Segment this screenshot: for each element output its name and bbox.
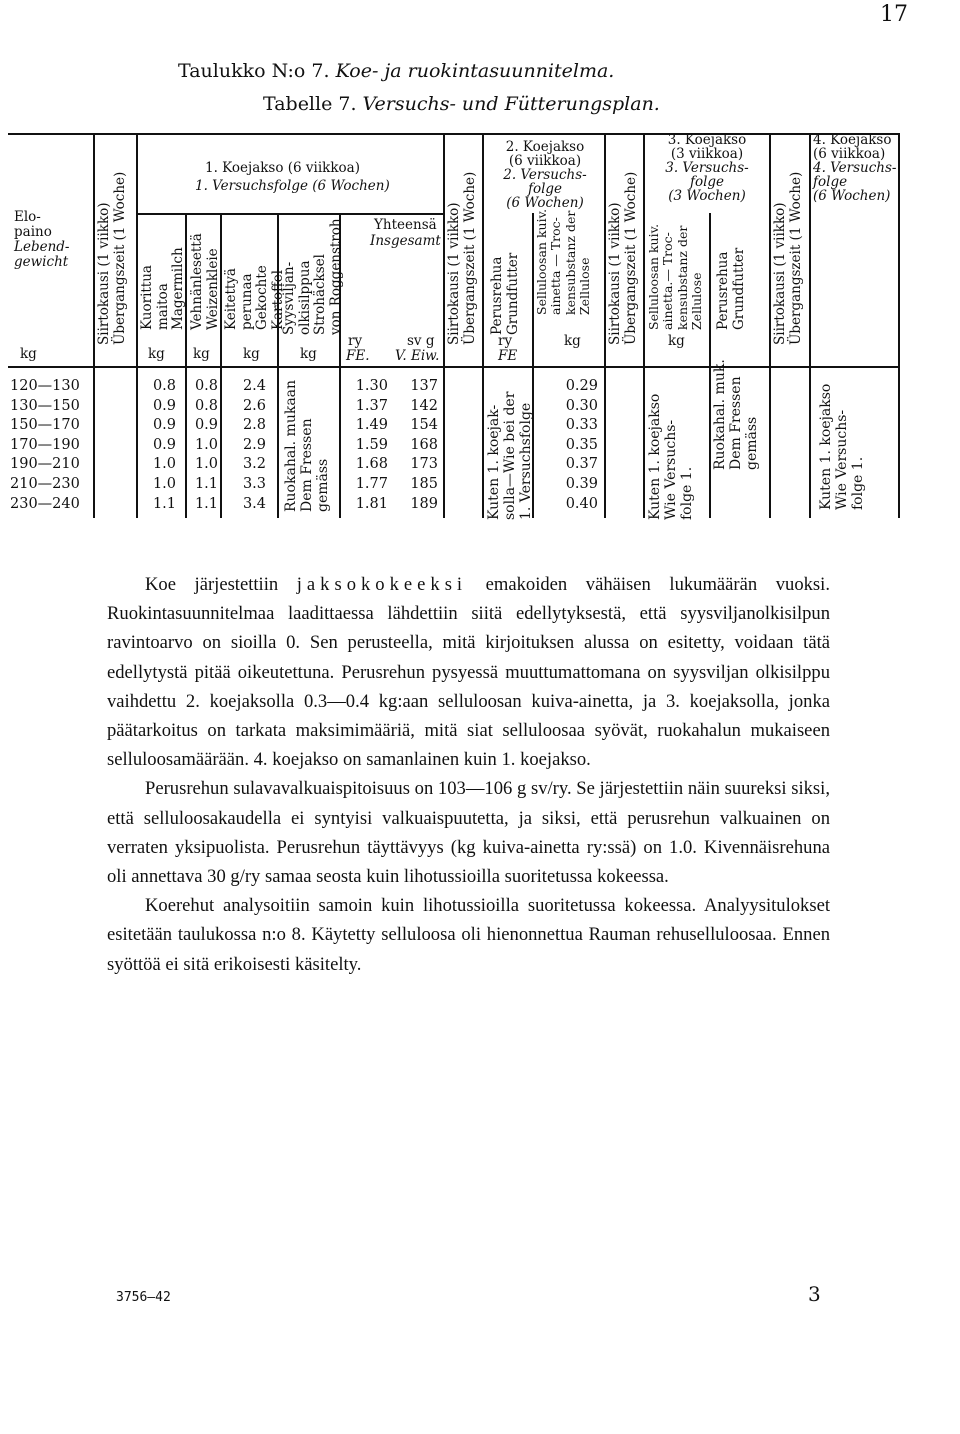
unit-straw: kg bbox=[300, 346, 317, 362]
total-fi: Yhteensä bbox=[374, 217, 437, 233]
unit-potato: kg bbox=[243, 346, 260, 362]
caption-de-prefix: Tabelle 7. bbox=[263, 93, 357, 115]
unit-bran: kg bbox=[193, 346, 210, 362]
unit-kg-p2: kg bbox=[564, 333, 581, 349]
weight-header-de: Lebend- gewicht bbox=[14, 239, 70, 270]
cell-veiw: 168 bbox=[410, 436, 438, 453]
period3-de: 3. Versuchs- folge (3 Wochen) bbox=[665, 160, 749, 204]
cell-veiw: 189 bbox=[410, 495, 438, 512]
sheet-number: 3 bbox=[808, 1282, 821, 1306]
period1-fi: 1. Koejakso (6 viikkoa) bbox=[205, 160, 360, 176]
paragraph-3: Koerehut analysoitiin samoin kuin lihotussioilla suoritetussa kokeessa. Analyysitulokset esitetään taulukossa n:o 8. Käytetty selluloosa oli hienonnettua Rauman rehuselluloosaa. Ennen syöttöä ei sitä erikoisesti käsitelty. bbox=[107, 895, 830, 975]
cell-potato: 2.6 bbox=[242, 397, 266, 414]
p1-rest: emakoiden vähäisen lukumäärän vuoksi. Ruokintasuunnitelmaa laadittaessa lähdettiin siitä edellytyksestä, että syysviljanolkisilpun ravintoarvo on sioilla 0. Sen perusteella, mitä kirjoituksen alussa on esitetty, voidaan tätä edellytystä pitää oikeutettuna. Perusrehun pysyessä muuttumattomana on syysviljan olkisilppu vaihdettu 2. koejaksolla 0.3—0.4 kg:aan selluloosan kuiva-ainetta, ja 3. koejaksolla, jonka päätarkoitus on tarkata maksimimääriä, mitä siat selluloosaa syövät, ruokahalun mukaiseen selluloosamäärään. 4. koejakso on samanlainen kuin 1. koejakso. bbox=[107, 574, 830, 771]
cell-fe: 1.49 bbox=[355, 417, 388, 434]
weight-header-fi: Elo- paino bbox=[14, 209, 52, 240]
period3-fi: 3. Koejakso (3 viikkoa) bbox=[667, 132, 747, 162]
weight-unit: kg bbox=[20, 346, 37, 362]
period1-de: 1. Versuchsfolge (6 Wochen) bbox=[195, 178, 390, 194]
cell-bran: 0.9 bbox=[194, 417, 218, 434]
unit-milk: kg bbox=[148, 346, 165, 362]
cell-cellulose: 0.33 bbox=[565, 417, 598, 434]
cell-fe: 1.30 bbox=[355, 378, 388, 394]
cell-bran: 1.0 bbox=[194, 456, 218, 473]
caption-de-title: Versuchs- und Fütterungsplan. bbox=[362, 93, 660, 115]
unit-fe: FE. bbox=[346, 348, 370, 364]
transition-label-3: Siirtokausi (1 viikko) Übergangszeit (1 Woche) bbox=[607, 171, 639, 345]
transition-label-4: Siirtokausi (1 viikko) Übergangszeit (1 Woche) bbox=[772, 171, 804, 345]
cell-fe: 1.68 bbox=[355, 456, 388, 473]
cell-milk: 1.1 bbox=[152, 495, 176, 512]
cell-cellulose: 0.35 bbox=[565, 436, 598, 453]
cell-milk: 0.9 bbox=[152, 417, 176, 434]
cell-veiw: 137 bbox=[410, 378, 438, 394]
cell-milk: 0.9 bbox=[152, 436, 176, 453]
col-straw: Syysviljan- olkisilppua Strohäcksel von Roggenstroh bbox=[281, 218, 344, 335]
cell-veiw: 154 bbox=[410, 417, 438, 434]
basal-feed-p2: Perusrehua Grundfutter bbox=[489, 252, 521, 335]
table-caption-fi bbox=[178, 60, 614, 82]
as-period1-p2: Kuten 1. koejak- solla—Wie bei der 1. Versuchsfolge bbox=[486, 391, 535, 520]
cell-milk: 0.9 bbox=[152, 397, 176, 414]
cell-potato: 2.8 bbox=[242, 417, 266, 434]
unit-fe-p2: FE bbox=[498, 348, 518, 364]
cell-range: 120—130 bbox=[10, 378, 80, 394]
as-period1-p3: Kuten 1. koejakso Wie Versuchs- folge 1. bbox=[647, 393, 696, 520]
transition-label-1: Siirtokausi (1 viikko) Übergangszeit (1 Woche) bbox=[96, 171, 128, 345]
cell-range: 230—240 bbox=[10, 495, 80, 512]
cell-potato: 3.4 bbox=[242, 495, 266, 512]
cell-milk: 1.0 bbox=[152, 476, 176, 492]
unit-kg-p3: kg bbox=[668, 333, 685, 349]
unit-veiw: V. Eiw. bbox=[395, 348, 440, 364]
straw-note-p3: Ruokahal. muk. Dem Fressen gemäss bbox=[712, 359, 761, 470]
straw-note-p1: Ruokahal. mukaan Dem Fressen gemäss bbox=[283, 379, 332, 512]
unit-ry-p2: ry bbox=[498, 333, 513, 349]
cell-cellulose: 0.37 bbox=[565, 456, 598, 473]
cell-milk: 1.0 bbox=[152, 456, 176, 473]
total-de: Insgesamt bbox=[370, 233, 441, 249]
col-skim-milk: Kuorittua maitoa Magermilch bbox=[139, 247, 187, 330]
paragraph-2: Perusrehun sulavavalkuaispitoisuus on 103—106 g sv/ry. Se järjestettiin näin suureksi siksi, että selluloosakaudella ei syntyisi valkuaispuutetta, ja siksi, että perusrehun valkuainen on verraten yksipuolista. Perusrehun täyttävyys (kg kuiva-ainetta ry:ssä) on 1.0. Kivennäisrehuna oli annettava 30 g/ry samaa seosta kuin lihotussioilla suoritetussa kokeessa. bbox=[107, 778, 830, 888]
cell-bran: 0.8 bbox=[194, 378, 218, 394]
p1-start: Koe järjestettiin bbox=[145, 574, 279, 595]
cell-potato: 3.2 bbox=[242, 456, 266, 473]
cell-range: 170—190 bbox=[10, 436, 80, 453]
unit-svg: sv g bbox=[407, 333, 435, 349]
cell-veiw: 142 bbox=[410, 397, 438, 414]
cell-veiw: 185 bbox=[410, 476, 438, 492]
unit-ry: ry bbox=[348, 333, 363, 349]
period4-fi: 4. Koejakso (6 viikkoa) bbox=[813, 132, 892, 162]
caption-fi-title: Koe- ja ruokintasuunnitelma. bbox=[335, 60, 615, 82]
cell-range: 130—150 bbox=[10, 397, 80, 414]
cell-milk: 0.8 bbox=[152, 378, 176, 394]
cell-fe: 1.37 bbox=[355, 397, 388, 414]
cell-veiw: 173 bbox=[410, 456, 438, 473]
cell-range: 150—170 bbox=[10, 417, 80, 434]
col-wheat-bran: Vehnänlesettä Weizenkleie bbox=[189, 233, 221, 330]
cellulose-dm-p3: Selluloosan kuiv. ainetta.— Troc- kensubstanz der Zellulose bbox=[646, 223, 705, 330]
cell-potato: 2.4 bbox=[242, 378, 266, 394]
print-code: 3756—42 bbox=[116, 1290, 171, 1305]
caption-fi-prefix: Taulukko N:o 7. bbox=[178, 60, 330, 82]
cell-cellulose: 0.29 bbox=[565, 378, 598, 394]
cell-fe: 1.81 bbox=[355, 495, 388, 512]
cell-range: 210—230 bbox=[10, 476, 80, 492]
cell-cellulose: 0.40 bbox=[565, 495, 598, 512]
table-caption-de bbox=[263, 93, 660, 115]
page-number: 17 bbox=[880, 2, 908, 27]
paragraph-1 bbox=[107, 570, 830, 774]
cell-bran: 1.1 bbox=[194, 476, 218, 492]
period2-de: 2. Versuchs- folge (6 Wochen) bbox=[503, 167, 587, 211]
cell-bran: 1.1 bbox=[194, 495, 218, 512]
cell-cellulose: 0.30 bbox=[565, 397, 598, 414]
cell-potato: 3.3 bbox=[242, 476, 266, 492]
cell-potato: 2.9 bbox=[242, 436, 266, 453]
cell-range: 190—210 bbox=[10, 456, 80, 473]
period2-fi: 2. Koejakso (6 viikkoa) bbox=[505, 139, 585, 169]
period4-de: 4. Versuchs- folge (6 Wochen) bbox=[813, 160, 897, 204]
transition-label-2: Siirtokausi (1 viikko) Übergangszeit (1 Woche) bbox=[446, 171, 478, 345]
p1-emphasis: jaksokokeeksi bbox=[296, 574, 468, 595]
as-period1-p4: Kuten 1. koejakso Wie Versuchs- folge 1. bbox=[818, 383, 867, 510]
cell-bran: 1.0 bbox=[194, 436, 218, 453]
body-text bbox=[107, 570, 830, 979]
basal-feed-p3: Perusrehua Grundfutter bbox=[715, 247, 747, 330]
cell-fe: 1.77 bbox=[355, 476, 388, 492]
cell-bran: 0.8 bbox=[194, 397, 218, 414]
cell-cellulose: 0.39 bbox=[565, 476, 598, 492]
cell-fe: 1.59 bbox=[355, 436, 388, 453]
cellulose-dm-p2: Selluloosan kuiv. ainetta — Troc- kensubstanz der Zellulose bbox=[534, 208, 593, 315]
col-potato: Keitettyä perunaa Gekochte Kartoffel bbox=[223, 265, 286, 330]
